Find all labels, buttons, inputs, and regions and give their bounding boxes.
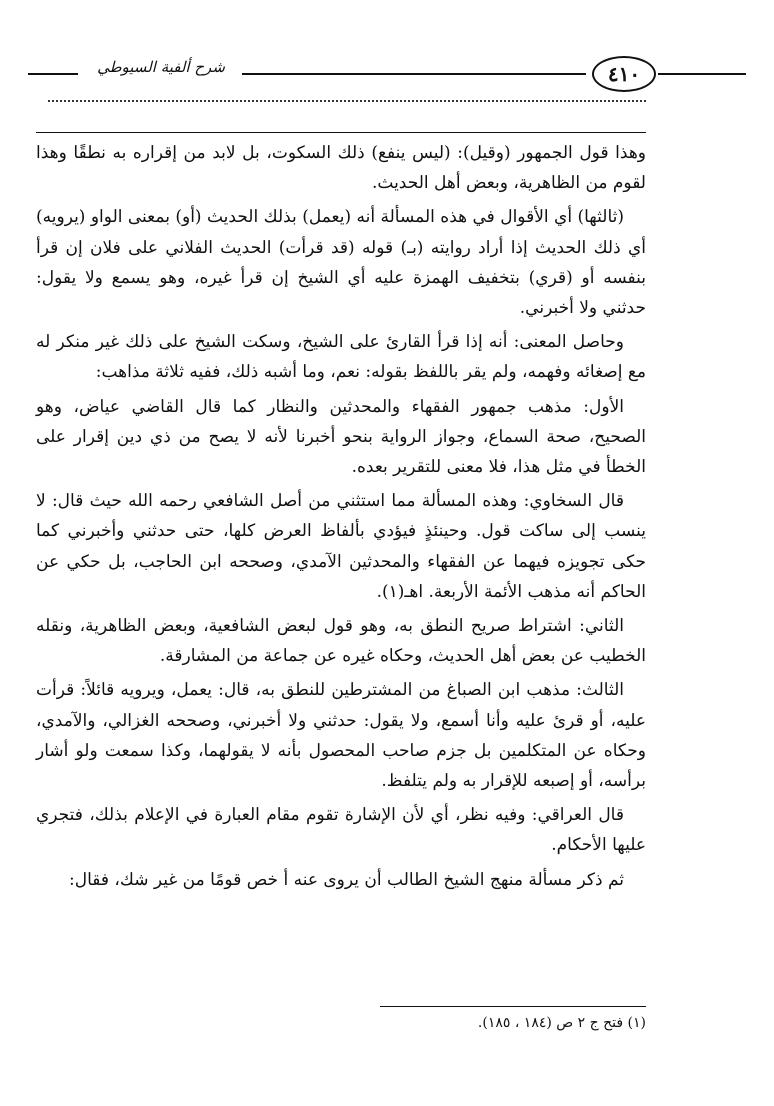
page-number: ٤١٠ xyxy=(592,56,656,92)
paragraph: (ثالثها) أي الأقوال في هذه المسألة أنه (يعمل) بذلك الحديث (أو) بمعنى الواو (يرويه) أي ذلك الحديث إذا أراد روايته (بـ) قوله (قد قرأت) الحديث الفلاني على فلان إن قرأ بنفسه أو (قري) بتخفيف الهمزة عليه أي الشيخ إن قرأ غيره، وهو يسمع ولا يقول: حدثني ولا أخبرني. xyxy=(36,207,646,319)
header-bottom-rule xyxy=(36,132,646,133)
dotted-divider xyxy=(48,100,646,114)
paragraph: الأول: مذهب جمهور الفقهاء والمحدثين والنظار كما قال القاضي عياض، وهو الصحيح، صحة السماع، وجواز الرواية بنحو أخبرنا لأنه لا يصح من ذي دين إقرار على الخطأ في مثل هذا، فلا معنى للتقرير بعده. xyxy=(36,396,646,478)
page-header xyxy=(28,48,746,98)
header-rule-middle xyxy=(242,73,586,75)
paragraph: قال العراقي: وفيه نظر، أي لأن الإشارة تقوم مقام العبارة في الإعلام بذلك، فتجري عليها الأحكام. xyxy=(36,805,646,856)
paragraph: وحاصل المعنى: أنه إذا قرأ القارئ على الشيخ، وسكت الشيخ على ذلك غير منكر له مع إصغائه وفهمه، ولم يقر باللفظ بقوله: نعم، وما أشبه ذلك، ففيه ثلاثة مذاهب: xyxy=(36,332,646,383)
footnote: (١) فتح ج ٢ ص (١٨٤ ، ١٨٥). xyxy=(477,1015,646,1031)
paragraph: الثالث: مذهب ابن الصباغ من المشترطين للنطق به، قال: يعمل، ويرويه قائلاً: قرأت عليه، أو قرئ عليه وأنا أسمع، ولا يقول: حدثني ولا أخبرني، وصححه الغزالي، والآمدي، وحكاه عن المتكلمين بل جزم صاحب المحصول بأنه لا يقولهما، وكذا سمعت ولو أشار برأسه، أو إصبعه للإقرار به ولم يتلفظ. xyxy=(36,680,646,792)
paragraph: الثاني: اشتراط صريح النطق به، وهو قول لبعض الشافعية، وبعض الظاهرية، ونقله الخطيب عن بعض أهل الحديث، وحكاه غيره عن جماعة من المشارقة. xyxy=(36,616,646,667)
header-rule-right xyxy=(658,73,746,75)
main-text xyxy=(36,138,646,899)
header-rule-left xyxy=(28,73,78,75)
running-title: شرح ألفية السيوطي xyxy=(97,58,225,76)
paragraph: وهذا قول الجمهور (وقيل): (ليس ينفع) ذلك السكوت، بل لابد من إقراره به نطقًا وهذا لقوم من الظاهرية، وبعض أهل الحديث. xyxy=(36,143,646,194)
paragraph: ثم ذكر مسألة منهج الشيخ الطالب أن يروى عنه أ خص قومًا من غير شك، فقال: xyxy=(69,869,624,890)
footnote-rule xyxy=(380,1006,646,1007)
paragraph: قال السخاوي: وهذه المسألة مما استثني من أصل الشافعي رحمه الله حيث قال: لا ينسب إلى ساكت قول. وحينئذٍ فيؤدي بألفاظ العرض كلها، حتى حدثني وأخبرني كما حكى تجويزه فيهما عن الفقهاء والمحدثين الآمدي، وصححه ابن الحاجب، بل حكي عن الحاكم أنه مذهب الأئمة الأربعة. اهـ(١). xyxy=(36,491,646,602)
